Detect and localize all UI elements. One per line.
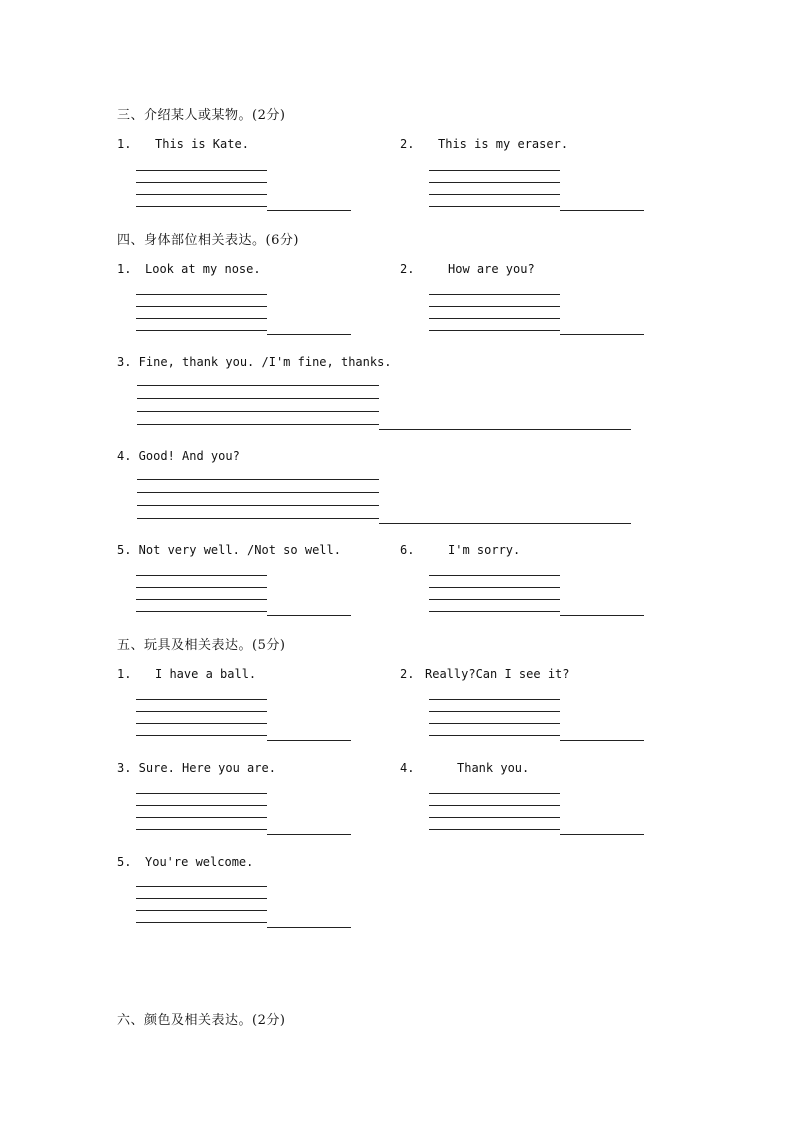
writing-line [429,587,560,588]
writing-line [136,318,267,319]
writing-line [137,398,379,399]
item-number: 2. [400,262,415,276]
item-number: 4. [400,761,415,775]
writing-line [429,182,560,183]
section-heading-3: 三、介绍某人或某物。(2分) [117,108,286,123]
writing-line [429,735,560,736]
answer-line [560,834,644,835]
writing-line [136,886,267,887]
writing-line [429,294,560,295]
writing-line [136,306,267,307]
item-text: Thank you. [457,761,530,775]
writing-line [429,318,560,319]
writing-line [137,505,379,506]
item-text: 4. Good! And you? [117,449,240,463]
item-text: I have a ball. [155,667,257,681]
answer-line [267,927,351,928]
writing-line [136,182,267,183]
writing-line [136,699,267,700]
item-number: 2. [400,137,415,151]
writing-line [136,611,267,612]
item-number: 1. [117,137,132,151]
item-text: Look at my nose. [145,262,261,276]
writing-line [136,599,267,600]
writing-line [136,817,267,818]
answer-line [267,615,351,616]
answer-line [560,210,644,211]
writing-line [429,805,560,806]
section-heading-4: 四、身体部位相关表达。(6分) [117,233,299,248]
writing-line [136,330,267,331]
writing-line [136,910,267,911]
writing-line [137,518,379,519]
writing-line [136,922,267,923]
writing-line [429,575,560,576]
answer-line [267,834,351,835]
item-number: 5. [117,855,132,869]
writing-line [136,723,267,724]
writing-line [136,294,267,295]
item-number: 1. [117,262,132,276]
writing-line [136,587,267,588]
item-number: 6. [400,543,415,557]
answer-line [267,334,351,335]
writing-line [429,170,560,171]
item-text: How are you? [448,262,535,276]
answer-line [560,615,644,616]
writing-line [136,735,267,736]
writing-line [136,575,267,576]
writing-line [136,206,267,207]
writing-line [136,711,267,712]
writing-line [137,385,379,386]
item-text: This is my eraser. [438,137,569,151]
writing-line [136,898,267,899]
item-text: 3. Fine, thank you. /I'm fine, thanks. [117,355,392,369]
writing-line [136,829,267,830]
writing-line [137,424,379,425]
writing-line [137,492,379,493]
writing-line [429,793,560,794]
section-heading-6: 六、颜色及相关表达。(2分) [117,1013,286,1028]
item-number: 1. [117,667,132,681]
writing-line [429,306,560,307]
item-text: 3. Sure. Here you are. [117,761,276,775]
item-text: 5. Not very well. /Not so well. [117,543,341,557]
section-heading-5: 五、玩具及相关表达。(5分) [117,638,286,653]
item-text: This is Kate. [155,137,249,151]
writing-line [429,829,560,830]
answer-line [267,210,351,211]
writing-line [137,479,379,480]
writing-line [429,599,560,600]
writing-line [429,194,560,195]
writing-line [429,611,560,612]
writing-line [136,793,267,794]
writing-line [136,805,267,806]
answer-line [560,334,644,335]
item-text: I'm sorry. [448,543,521,557]
answer-line [379,523,631,524]
item-number: 2. [400,667,415,681]
writing-line [429,330,560,331]
writing-line [136,170,267,171]
writing-line [137,411,379,412]
writing-line [136,194,267,195]
writing-line [429,723,560,724]
writing-line [429,699,560,700]
answer-line [379,429,631,430]
answer-line [267,740,351,741]
writing-line [429,817,560,818]
item-text: Really?Can I see it? [425,667,570,681]
answer-line [560,740,644,741]
writing-line [429,206,560,207]
item-text: You're welcome. [145,855,254,869]
writing-line [429,711,560,712]
